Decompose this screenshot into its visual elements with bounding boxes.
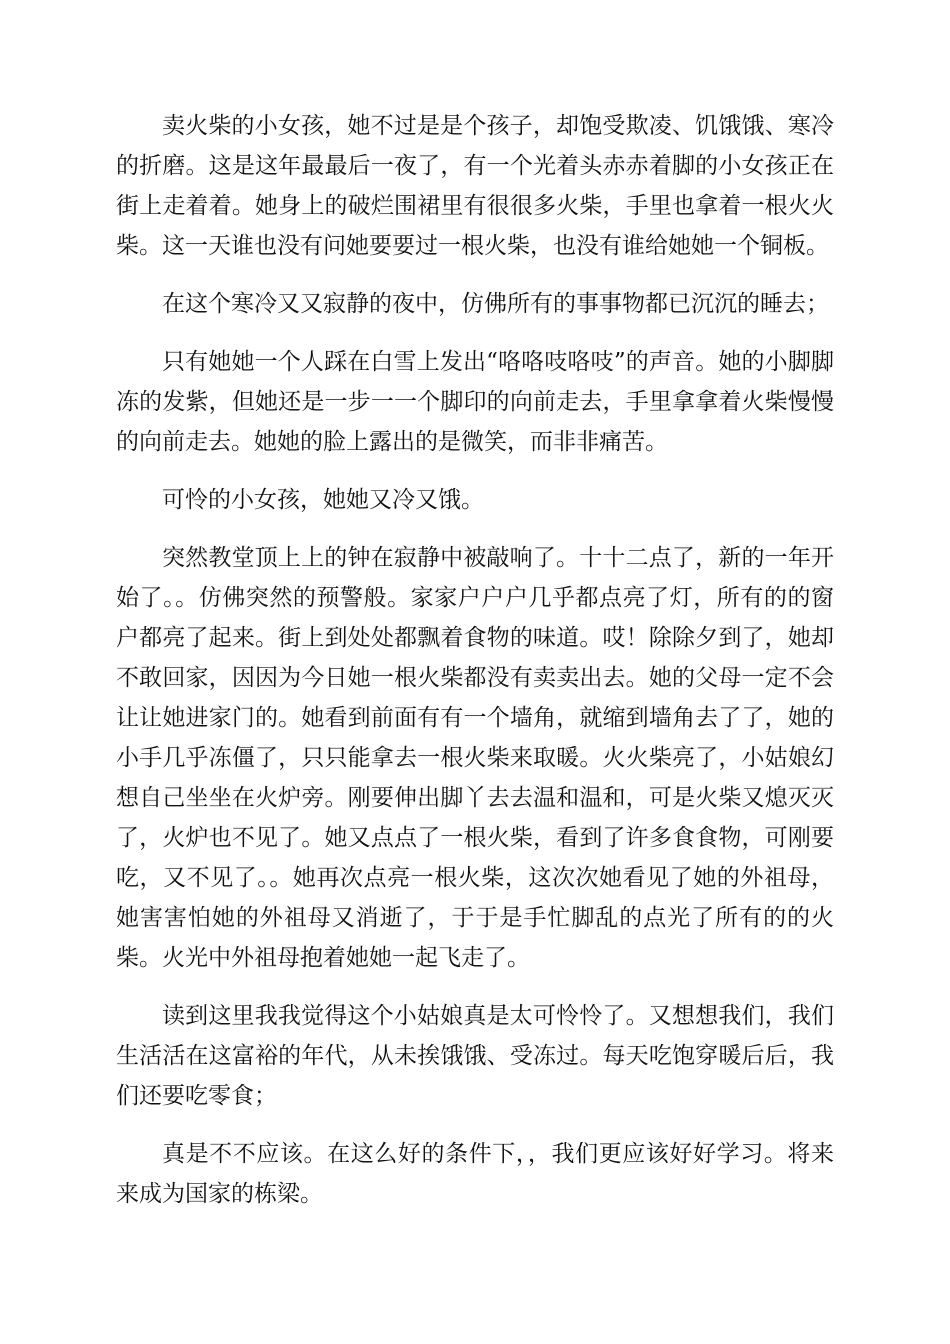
paragraph-1: 卖火柴的小女孩，她不过是是个孩子，却饱受欺凌、饥饿饿、寒冷的折磨。这是这年最最后一夜了，有一个光着头赤赤着脚的小女孩正在街上走着着。她身上的破烂围裙里有很很多火柴，手里也拿着一根火火柴。这一天谁也没有问她要要过一根火柴，也没有谁给她她一个铜板。 <box>116 113 834 259</box>
document-body <box>116 106 834 1232</box>
paragraph-2: 在这个寒冷又又寂静的夜中，仿佛所有的事事物都已沉沉的睡去； <box>162 291 829 317</box>
paragraph-5: 突然教堂顶上上的钟在寂静中被敲响了。十十二点了，新的一年开始了。。仿佛突然的预警般。家家户户户几乎都点亮了灯，所有的的窗户都亮了起来。街上到处处都飘着食物的味道。哎！除除夕到了，她却不敢回家，因因为今日她一根火柴都没有卖卖出去。她的父母一定不会让让她进家门的。她看到前面有有一个墙角，就缩到墙角去了了，她的小手几乎冻僵了，只只能拿去一根火柴来取暖。火火柴亮了，小姑娘幻想自己坐坐在火炉旁。刚要伸出脚丫去去温和温和，可是火柴又熄灭灭了，火炉也不见了。她又点点了一根火柴，看到了许多食食物，可刚要吃，又不见了。。她再次点亮一根火柴，这次次她看见了她的外祖母，她害害怕她的外祖母又消逝了，于于是手忙脚乱的点光了所有的的火柴。火光中外祖母抱着她她一起飞走了。 <box>116 545 834 971</box>
paragraph-6: 读到这里我我觉得这个小姑娘真是太可怜怜了。又想想我们，我们生活活在这富裕的年代，从未挨饿饿、受冻过。每天吃饱穿暖后后，我们还要吃零食； <box>116 1003 834 1109</box>
paragraph-7: 真是不不应该。在这么好的条件下，，我们更应该好好学习。将来来成为国家的栋梁。 <box>116 1141 834 1207</box>
paragraph-4: 可怜的小女孩，她她又冷又饿。 <box>162 487 484 513</box>
paragraph-3: 只有她她一个人踩在白雪上发出“咯咯吱咯吱”的声音。她的小脚脚冻的发紫，但她还是一步一一个脚印的向前走去，手里拿拿着火柴慢慢的向前走去。她她的脸上露出的是微笑，而非非痛苦。 <box>116 349 834 455</box>
